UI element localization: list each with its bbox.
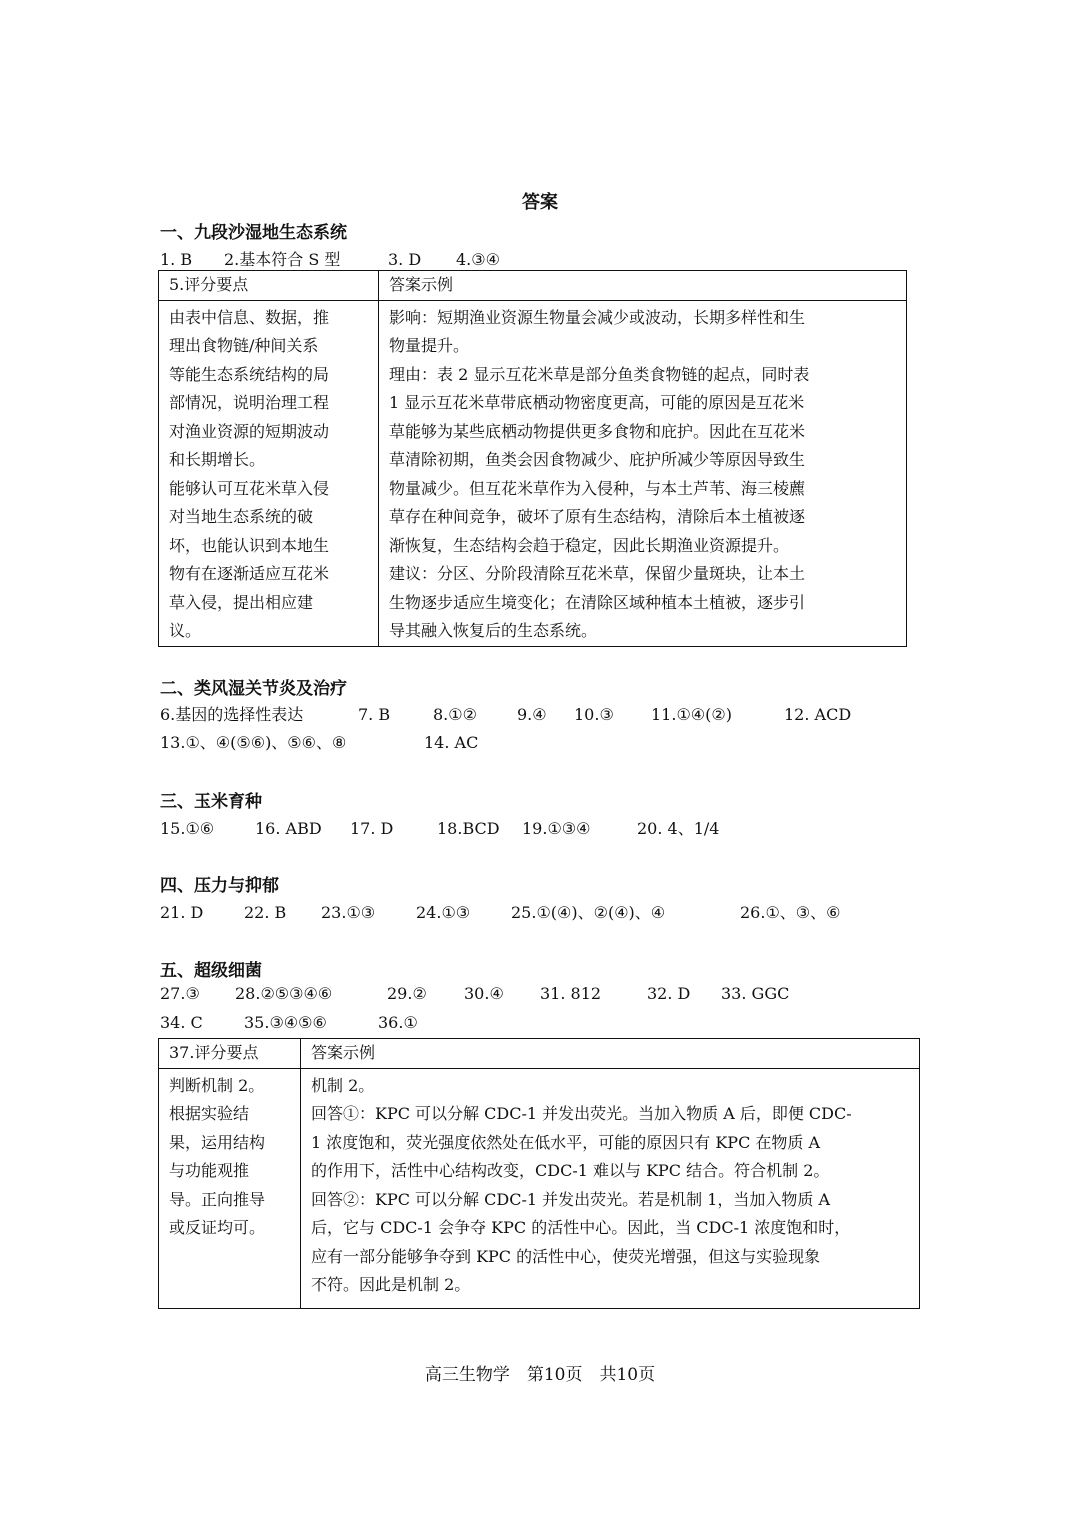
answer-7: 7. B (358, 705, 391, 724)
answer-37-table (158, 1038, 920, 1309)
example-line: 后，它与 CDC-1 会争夺 KPC 的活性中心。因此，当 CDC-1 浓度饱和时， (311, 1218, 851, 1237)
answer-30: 30.④ (464, 984, 504, 1003)
example-line: 不符。因此是机制 2。 (311, 1275, 471, 1294)
answer-9: 9.④ (517, 705, 547, 724)
table-header-example: 答案示例 (379, 271, 907, 301)
section-1-answers (160, 247, 500, 270)
criteria-cell (159, 1068, 301, 1308)
answer-35: 35.③④⑤⑥ (244, 1013, 327, 1032)
criteria-line: 物有在逐渐适应互花米 (169, 564, 330, 583)
answer-19: 19.①③④ (522, 819, 591, 838)
section-2-line-1 (160, 702, 851, 725)
answer-20: 20. 4、1/4 (637, 819, 720, 838)
answer-18: 18.BCD (437, 819, 500, 838)
answer-13: 13.①、④(⑤⑥)、⑤⑥、⑧ (160, 733, 347, 752)
answer-21: 21. D (160, 903, 204, 922)
criteria-line: 由表中信息、数据，推 (169, 307, 330, 327)
example-line: 草存在种间竞争，破坏了原有生态结构，清除后本土植被逐 (389, 507, 806, 526)
criteria-line: 部情况，说明治理工程 (169, 393, 330, 412)
criteria-line: 对渔业资源的短期波动 (169, 421, 330, 441)
answer-25: 25.①(④)、②(④)、④ (511, 903, 666, 922)
section-4-line-1 (160, 900, 840, 923)
answer-29: 29.② (387, 984, 427, 1003)
answer-33: 33. GGC (721, 984, 790, 1003)
answer-27: 27.③ (160, 984, 200, 1003)
answer-2: 2.基本符合 S 型 (224, 250, 341, 269)
table-header-example: 答案示例 (301, 1039, 920, 1069)
answer-32: 32. D (647, 984, 691, 1003)
answer-17: 17. D (350, 819, 394, 838)
example-line: 1 浓度饱和，荧光强度依然处在低水平，可能的原因只有 KPC 在物质 A (311, 1132, 821, 1152)
criteria-line: 导。正向推导 (169, 1189, 266, 1209)
criteria-line: 等能生态系统结构的局 (169, 364, 330, 384)
example-line: 回答②：KPC 可以分解 CDC-1 并发出荧光。若是机制 1，当加入物质 A (311, 1189, 831, 1209)
example-cell (379, 300, 907, 646)
answer-15: 15.①⑥ (160, 819, 215, 838)
example-line: 机制 2。 (311, 1075, 375, 1095)
answer-10: 10.③ (574, 705, 614, 724)
criteria-line: 和长期增长。 (169, 450, 266, 469)
example-line: 草清除初期，鱼类会因食物减少、庇护所减少等原因导致生 (389, 450, 806, 469)
criteria-line: 果，运用结构 (169, 1132, 266, 1152)
section-1-heading: 一、九段沙湿地生态系统 (160, 223, 347, 243)
criteria-line: 对当地生态系统的破 (169, 507, 314, 526)
criteria-line: 根据实验结 (169, 1104, 250, 1123)
criteria-line: 判断机制 2。 (169, 1075, 265, 1095)
answer-14: 14. AC (424, 733, 479, 752)
example-line: 生物逐步适应生境变化；在清除区域种植本土植被，逐步引 (389, 592, 806, 612)
table-header-criteria: 37.评分要点 (159, 1039, 301, 1069)
example-line: 回答①：KPC 可以分解 CDC-1 并发出荧光。当加入物质 A 后，即便 CDC- (311, 1104, 852, 1123)
table-header-criteria: 5.评分要点 (159, 271, 379, 301)
page-footer: 高三生物学 第10页 共10页 (424, 1365, 656, 1385)
answer-11: 11.①④(②) (651, 705, 732, 724)
example-line: 理由：表 2 显示互花米草是部分鱼类食物链的起点，同时表 (389, 364, 810, 384)
section-2-heading: 二、类风湿关节炎及治疗 (160, 679, 347, 699)
answer-6: 6.基因的选择性表达 (160, 705, 304, 724)
page-title: 答案 (522, 192, 558, 213)
example-line: 渐恢复，生态结构会趋于稳定，因此长期渔业资源提升。 (389, 535, 790, 555)
criteria-line: 坏，也能认识到本地生 (169, 535, 330, 555)
criteria-cell (159, 300, 379, 646)
criteria-line: 与功能观推 (169, 1161, 250, 1180)
answer-5-table (158, 270, 907, 647)
answer-12: 12. ACD (784, 705, 852, 724)
answer-23: 23.①③ (321, 903, 376, 922)
criteria-line: 草入侵，提出相应建 (169, 592, 314, 612)
section-5-line-1 (160, 984, 789, 1003)
criteria-line: 议。 (169, 621, 202, 640)
example-line: 1 显示互花米草带底栖动物密度更高，可能的原因是互花米 (389, 393, 805, 412)
section-5-heading: 五、超级细菌 (160, 961, 262, 981)
section-3-heading: 三、玉米育种 (160, 792, 262, 812)
section-4-heading: 四、压力与抑郁 (160, 876, 279, 896)
example-line: 物量提升。 (389, 336, 470, 355)
answer-1: 1. B (160, 250, 193, 269)
answer-24: 24.①③ (416, 903, 471, 922)
criteria-line: 能够认可互花米草入侵 (169, 478, 330, 498)
section-5-line-2 (160, 1013, 418, 1032)
criteria-line: 理出食物链/种间关系 (169, 336, 319, 355)
answer-34: 34. C (160, 1013, 203, 1032)
answer-3: 3. D (388, 250, 422, 269)
answer-28: 28.②⑤③④⑥ (235, 984, 333, 1003)
example-line: 应有一部分能够争夺到 KPC 的活性中心，使荧光增强，但这与实验现象 (311, 1246, 821, 1266)
answer-4: 4.③④ (456, 250, 500, 269)
criteria-line: 或反证均可。 (169, 1218, 266, 1237)
example-line: 物量减少。但互花米草作为入侵种，与本土芦苇、海三棱藨 (389, 478, 806, 498)
example-line: 建议：分区、分阶段清除互花米草，保留少量斑块，让本土 (389, 564, 806, 583)
section-3-line-1 (160, 816, 719, 839)
example-cell (301, 1068, 920, 1308)
answer-8: 8.①② (433, 705, 477, 724)
answer-22: 22. B (244, 903, 287, 922)
answer-31: 31. 812 (540, 984, 602, 1003)
example-line: 导其融入恢复后的生态系统。 (389, 621, 598, 640)
example-line: 影响：短期渔业资源生物量会减少或波动，长期多样性和生 (389, 307, 806, 327)
example-line: 的作用下，活性中心结构改变，CDC-1 难以与 KPC 结合。符合机制 2。 (311, 1161, 830, 1180)
answer-26: 26.①、③、⑥ (740, 903, 841, 922)
answer-36: 36.① (378, 1013, 418, 1032)
example-line: 草能够为某些底栖动物提供更多食物和庇护。因此在互花米 (389, 421, 806, 441)
answer-16: 16. ABD (255, 819, 322, 838)
section-2-line-2 (160, 730, 478, 753)
